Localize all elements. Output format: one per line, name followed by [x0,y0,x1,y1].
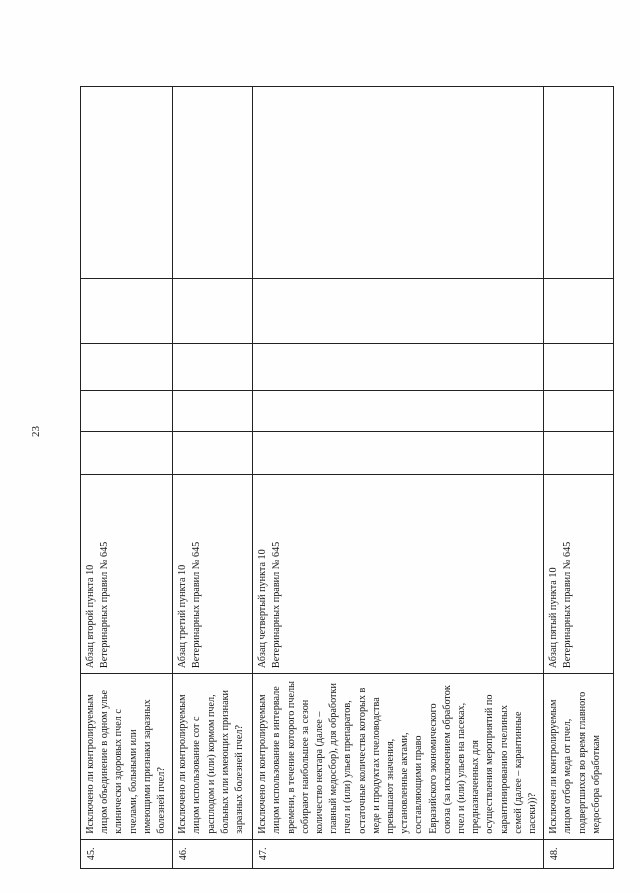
table-row [173,87,253,869]
reference-cell [81,474,173,673]
row-number-cell: 48. [544,839,614,868]
answer-no-cell [253,391,544,432]
table-row [253,87,544,869]
reference-line: Абзац второй пункта 10 [85,564,96,669]
answer-yes-cell [173,431,253,474]
answer-extra-cell [253,278,544,343]
answer-no-cell [81,391,173,432]
reference-line: Абзац третий пункта 10 [177,564,189,669]
reference-cell [544,474,614,673]
comment-cell [544,87,614,279]
comment-cell [253,87,544,279]
answer-yes-cell [544,431,614,474]
row-number-cell: 47. [253,839,544,868]
answer-no-cell [544,391,614,432]
answer-na-cell [253,343,544,390]
question-cell: Исключено ли контролируемым лицом объединение в одном улье клинически здоровых пчел с пчелами, больными или имеющими признаки заразных болезней пчел? [81,674,173,840]
question-cell: Исключен ли контролируемым лицом отбор меда от пчел, подвергшихся во время главного медосбора обработкам [544,674,614,840]
answer-yes-cell [81,431,173,474]
answer-no-cell [173,391,253,432]
row-number-cell: 46. [173,839,253,868]
question-cell: Исключено ли контролируемым лицом использование сот с расплодом и (или) кормом пчел, больных или имеющих признаки заразных болезней пчел? [173,674,253,840]
answer-na-cell [173,343,253,390]
table-row [544,87,614,869]
reference-line: Ветеринарных правил № 645 [191,541,203,669]
reference-line: Ветеринарных правил № 645 [99,541,111,669]
reference-line: Абзац четвертый пункта 10 [257,549,269,669]
reference-cell [173,474,253,673]
answer-yes-cell [253,431,544,474]
reference-cell [253,474,544,673]
comment-cell [173,87,253,279]
answer-na-cell [544,343,614,390]
comment-cell [81,87,173,279]
answer-extra-cell [173,278,253,343]
checklist-table [80,86,614,869]
table-row [81,87,173,869]
question-cell: Исключено ли контролируемым лицом использование в интервале времени, в течение которого пчелы собирают наибольшее за сезон количество нектара (далее – главный медосбор), для обработки пчел и (или) ульев препаратов, остаточные количества которых в меде и продуктах пчеловодства превышают значения, установленные актами, составляющими право Евразийского экономического союза (за исключением обработок пчел и (или) ульев на пасеках, предназначенных для осуществления мероприятий по карантинированию пчелиных семей (далее – карантинные пасеки))? [253,674,544,840]
row-number-cell: 45. [81,839,173,868]
reference-line: Ветеринарных правил № 645 [271,541,283,669]
page-number: 23 [30,426,42,437]
reference-line: Ветеринарных правил № 645 [562,541,574,669]
answer-extra-cell [544,278,614,343]
reference-line: Абзац пятый пункта 10 [548,567,560,669]
checklist-table-container [80,86,602,869]
answer-extra-cell [81,278,173,343]
answer-na-cell [81,343,173,390]
